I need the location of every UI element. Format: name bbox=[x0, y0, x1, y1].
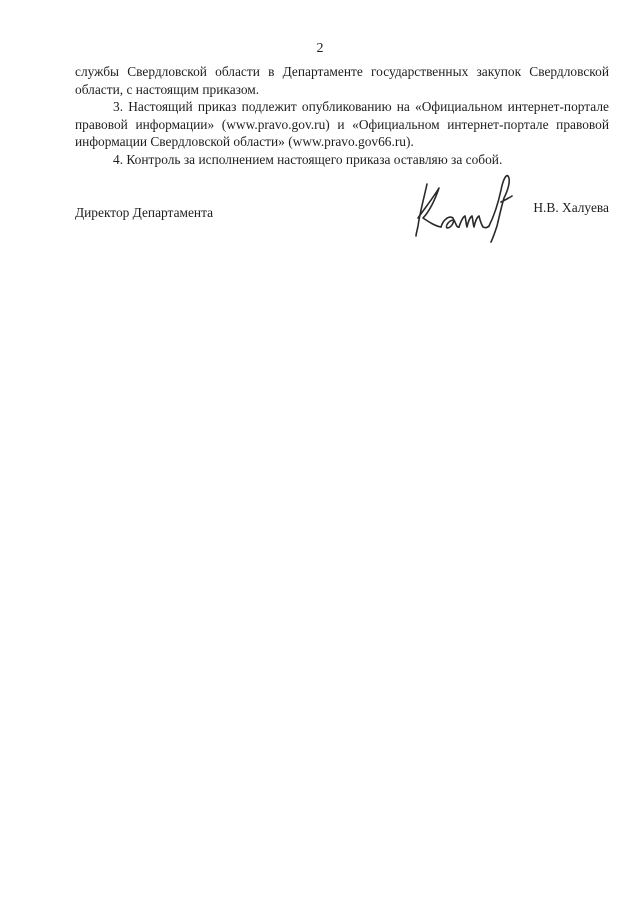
document-body bbox=[75, 63, 609, 169]
handwritten-signature-icon bbox=[405, 170, 523, 250]
page-number: 2 bbox=[316, 41, 324, 56]
paragraph-publication-clause: 3. Настоящий приказ подлежит опубликованию на «Официальном интернет-портале правовой информации» (www.pravo.gov.ru) и «Официальном интернет-портале правовой информации Свердловской области» (www.pravo.gov66.ru). bbox=[75, 99, 609, 150]
paragraph-continuation: службы Свердловской области в Департаменте государственных закупок Свердловской области, с настоящим приказом. bbox=[75, 64, 609, 97]
signature-block bbox=[75, 170, 609, 250]
signer-name: Н.В. Халуева bbox=[533, 200, 609, 215]
signer-title: Директор Департамента bbox=[75, 205, 214, 220]
paragraph-control-clause: 4. Контроль за исполнением настоящего приказа оставляю за собой. bbox=[113, 151, 503, 167]
